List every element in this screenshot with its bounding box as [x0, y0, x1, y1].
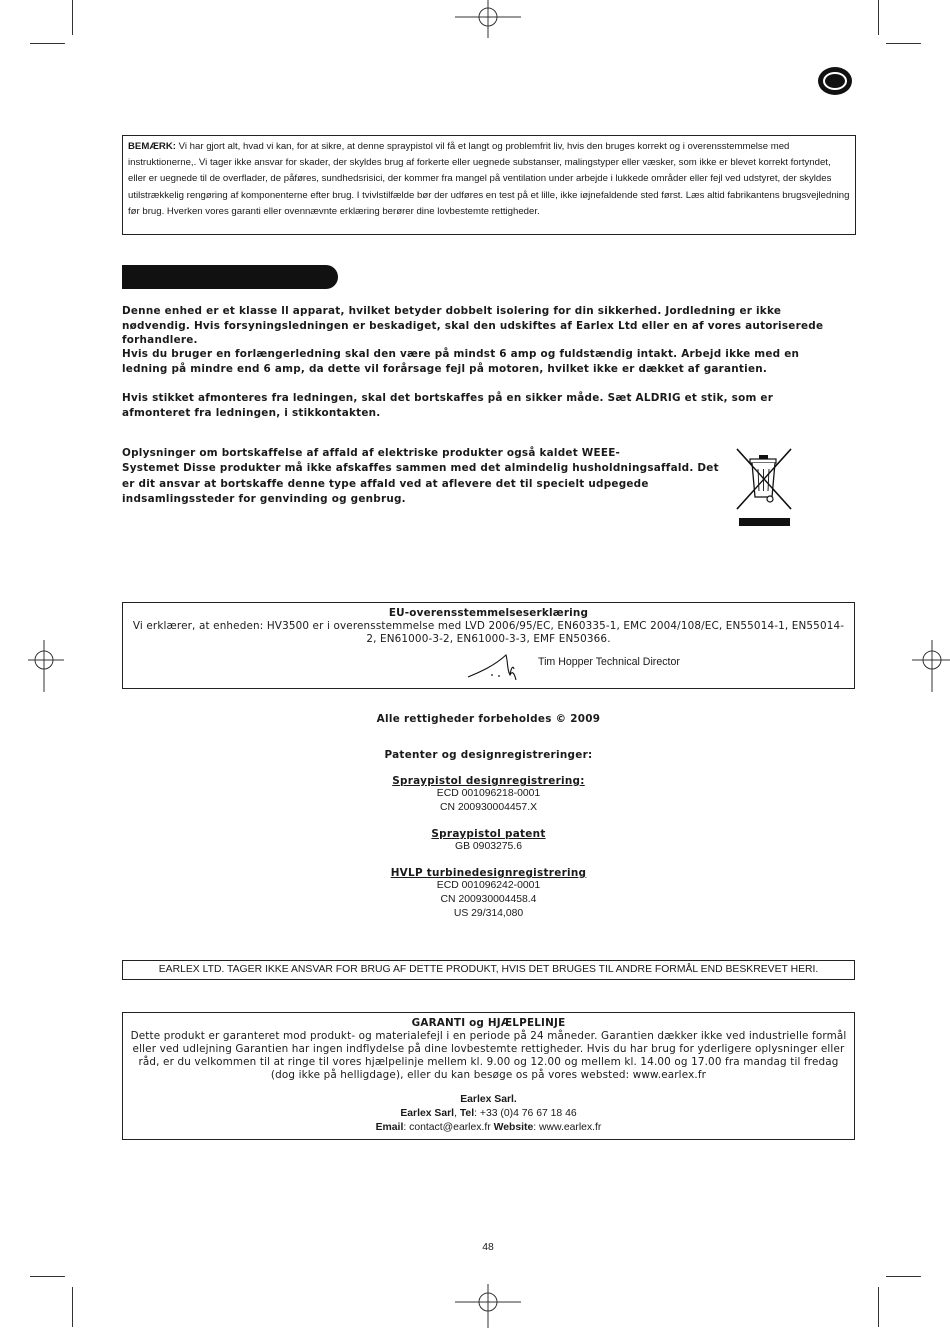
page-number: 48	[482, 1242, 494, 1253]
crop-mark	[878, 0, 879, 35]
website-url: : www.earlex.fr	[533, 1122, 602, 1133]
note-box	[122, 135, 856, 235]
electrical-paragraph-1: Denne enhed er et klasse ll apparat, hvilket betyder dobbelt isolering for din sikkerhed. Jordledning er ikke nødvendig. Hvis forsyningsledningen er beskadiget, skal den udskiftes af Earlex Ltd eller en af vores autoriserede forhandlere.	[122, 305, 824, 346]
registration-mark-icon	[912, 640, 950, 692]
rights-reserved: Alle rettigheder forbeholdes © 2009	[376, 713, 601, 725]
section-header-bar	[122, 265, 338, 289]
patent-number: ECD 001096242-0001	[436, 880, 541, 891]
email-address: : contact@earlex.fr	[403, 1122, 494, 1133]
crop-mark	[886, 43, 921, 44]
patent-number: ECD 001096218-0001	[436, 788, 541, 799]
website-label: Website	[493, 1122, 534, 1133]
weee-line-2: Systemet Disse produkter må ikke afskaffes sammen med det almindelig husholdningsaffald. Det er dit ansvar at bortskaffe denne type affald ved at aflevere det til specielt udpegede indsamlingssteder for genvinding og genbrug.	[122, 462, 719, 505]
registration-mark-icon	[28, 640, 64, 692]
crop-mark	[30, 43, 65, 44]
patent-group-title: Spraypistol designregistrering:	[392, 775, 585, 787]
patent-group-title: Spraypistol patent	[431, 828, 546, 840]
electrical-paragraph-2: Hvis du bruger en forlængerledning skal den være på mindst 6 amp og fuldstændig intakt. Arbejd ikke med en ledning på mindre end 6 amp, da dette vil forårsage fejl på motoren, hvilket ikke er dækket af garantien.	[122, 348, 800, 375]
crossed-out-wheelie-bin-icon	[734, 445, 794, 529]
registration-mark-icon	[455, 0, 521, 38]
patent-group	[122, 828, 855, 854]
warranty-contact: Earlex Sarl. Earlex Sarl, Tel: +33 (0)4 76 67 18 46 Email: contact@earlex.fr Website: www.earlex.fr	[375, 1094, 602, 1133]
crop-mark	[886, 1276, 921, 1277]
eu-declaration-body: Vi erklærer, at enheden: HV3500 er i overensstemmelse med LVD 2006/95/EC, EN60335-1, EMC 2004/108/EC, EN55014-1, EN55014-2, EN61000-3-2, EN61000-3-3, EMF EN50366.	[132, 620, 845, 645]
patent-number: US 29/314,080	[453, 908, 524, 919]
weee-paragraph	[122, 446, 732, 507]
patent-number: GB 0903275.6	[454, 841, 523, 852]
tel-label: Tel	[459, 1108, 475, 1119]
electrical-paragraph-3: Hvis stikket afmonteres fra ledningen, skal det bortskaffes på en sikker måde. Sæt ALDRIG et stik, som er afmonteret fra ledningen, i stikkontakten.	[122, 392, 774, 419]
note-text: Vi har gjort alt, hvad vi kan, for at sikre, at denne spraypistol vil få et langt og problemfrit liv, hvis den bruges korrekt og i overensstemmelse med instruktionerne,. Vi tager ikke ansvar for skader, der skyldes brug af forkerte eller uegnede substanser, malingstyper eller væsker, som ikke er blevet korrekt fortyndet, eller er uegnede til de overflader, de påføres, sundhedsrisici, der kommer fra mangel på ventilation under arbejde i lukkede områder eller fejl ved udstyret, der skyldes utilstrækkelig rengøring af komponenterne efter brug. I tvivlstilfælde bør der udføres en test på et lille, ikke iøjnefaldende sted først. Læs altid fabrikantens brugsvejledning før brug. Hverken vores garanti eller ovennævnte erklæring berører dine lovbestemte rettigheder.	[128, 141, 850, 217]
patent-number: CN 200930004457.X	[439, 802, 538, 813]
crop-mark	[72, 1287, 73, 1327]
disclaimer-box: EARLEX LTD. TAGER IKKE ANSVAR FOR BRUG AF DETTE PRODUKT, HVIS DET BRUGES TIL ANDRE FORMÅL END BESKREVET HERI.	[122, 960, 855, 980]
signer-name: Tim Hopper Technical Director	[538, 656, 680, 668]
patent-group	[122, 775, 855, 815]
eu-declaration-title: EU-overensstemmelseserklæring	[388, 607, 589, 619]
patent-number: CN 200930004458.4	[440, 894, 537, 905]
company-name-2: Earlex Sarl	[400, 1108, 455, 1119]
note-label: BEMÆRK:	[128, 141, 176, 152]
warranty-box	[122, 1012, 855, 1140]
language-badge	[818, 67, 852, 95]
email-label: Email	[375, 1122, 404, 1133]
patents-heading: Patenter og designregistreringer:	[384, 749, 593, 761]
patent-group-title: HVLP turbinedesignregistrering	[390, 867, 587, 879]
registration-mark-icon	[455, 1284, 521, 1328]
phone-number: : +33 (0)4 76 67 18 46	[474, 1108, 577, 1119]
company-name: Earlex Sarl.	[460, 1094, 517, 1105]
signature-icon	[466, 650, 522, 682]
crop-mark	[72, 0, 73, 35]
warranty-title: GARANTI og HJÆLPELINJE	[411, 1017, 566, 1029]
patent-group	[122, 867, 855, 921]
weee-line-1: Oplysninger om bortskaffelse af affald af elektriske produkter også kaldet WEEE-	[122, 447, 621, 459]
warranty-body: Dette produkt er garanteret mod produkt- og materialefejl i en periode på 24 måneder. Garantien dækker ikke ved industrielle formål eller ved udlejning Garantien har ingen indflydelse på dine lovbestemte rettigheder. Hvis du har brug for yderligere oplysninger eller råd, er du velkommen til at ringe til vores hjælpelinje mellem kl. 9.00 og 12.00 og mellem kl. 14.00 og 17.00 fra mandag til fredag (dog ikke på helligdage), eller du kan besøge os på vores websted: www.earlex.fr	[130, 1030, 847, 1081]
crop-mark	[878, 1287, 879, 1327]
crop-mark	[30, 1276, 65, 1277]
